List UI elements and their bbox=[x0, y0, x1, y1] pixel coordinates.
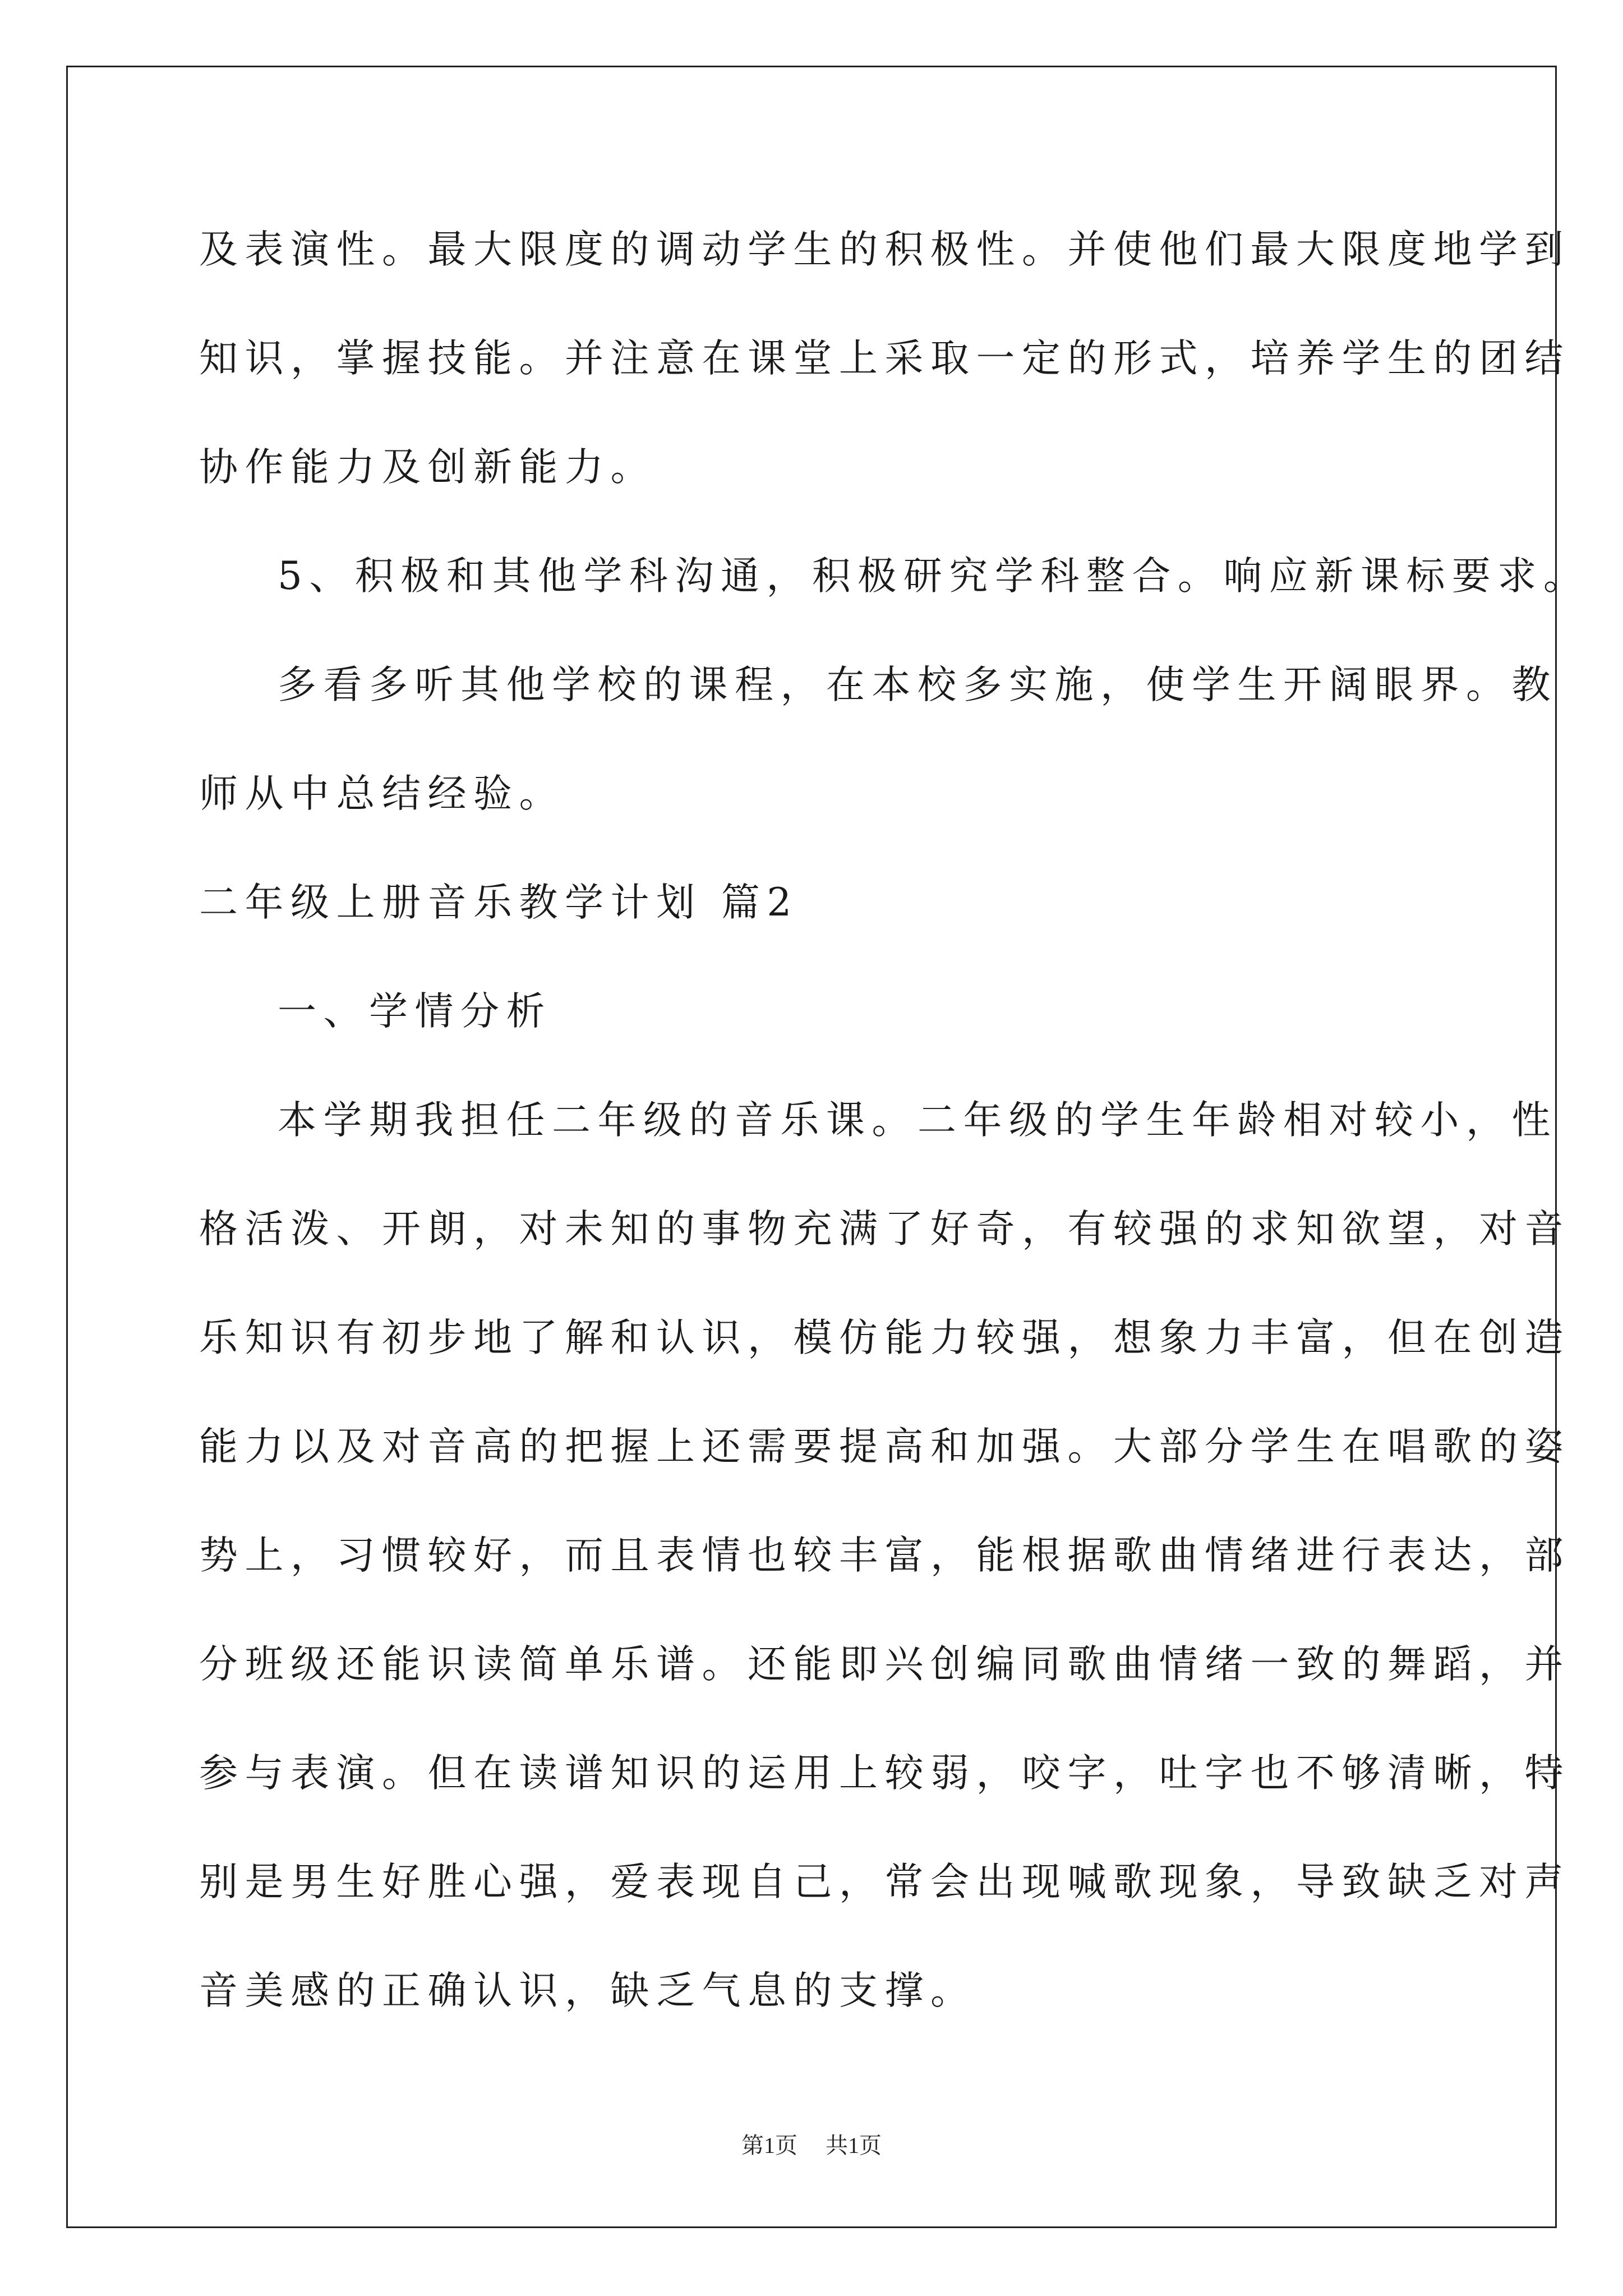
text-line: 知识，掌握技能。并注意在课堂上采取一定的形式，培养学生的团结 bbox=[199, 336, 1570, 381]
text-line: 参与表演。但在读谱知识的运用上较弱，咬字，吐字也不够清晰，特 bbox=[199, 1751, 1570, 1796]
text-line: 别是男生好胜心强，爱表现自己，常会出现喊歌现象，导致缺乏对声 bbox=[199, 1860, 1570, 1904]
text-line: 5、积极和其他学科沟通，积极研究学科整合。响应新课标要求。 bbox=[278, 554, 1589, 599]
text-line: 师从中总结经验。 bbox=[199, 771, 565, 816]
text-line: 分班级还能识读简单乐谱。还能即兴创编同歌曲情绪一致的舞蹈，并 bbox=[199, 1642, 1570, 1687]
text-line: 乐知识有初步地了解和认识，模仿能力较强，想象力丰富，但在创造 bbox=[199, 1315, 1570, 1360]
text-line: 及表演性。最大限度的调动学生的积极性。并使他们最大限度地学到 bbox=[199, 227, 1570, 272]
page-footer bbox=[0, 2132, 1623, 2160]
text-line: 多看多听其他学校的课程，在本校多实施，使学生开阔眼界。教 bbox=[278, 662, 1557, 707]
text-line: 格活泼、开朗，对未知的事物充满了好奇，有较强的求知欲望，对音 bbox=[199, 1207, 1570, 1251]
document-body bbox=[199, 210, 1589, 2060]
page-number-current: 第1页 bbox=[741, 2133, 797, 2158]
text-line: 势上，习惯较好，而且表情也较丰富，能根据歌曲情绪进行表达，部 bbox=[199, 1533, 1570, 1578]
section-heading: 二年级上册音乐教学计划 篇2 bbox=[199, 880, 799, 925]
subsection-heading: 一、学情分析 bbox=[278, 989, 552, 1034]
text-line: 协作能力及创新能力。 bbox=[199, 445, 656, 490]
text-line: 音美感的正确认识，缺乏气息的支撑。 bbox=[199, 1968, 976, 2013]
text-line: 能力以及对音高的把握上还需要提高和加强。大部分学生在唱歌的姿 bbox=[199, 1424, 1570, 1469]
page-number-total: 共1页 bbox=[826, 2133, 882, 2158]
text-line: 本学期我担任二年级的音乐课。二年级的学生年龄相对较小，性 bbox=[278, 1098, 1557, 1143]
